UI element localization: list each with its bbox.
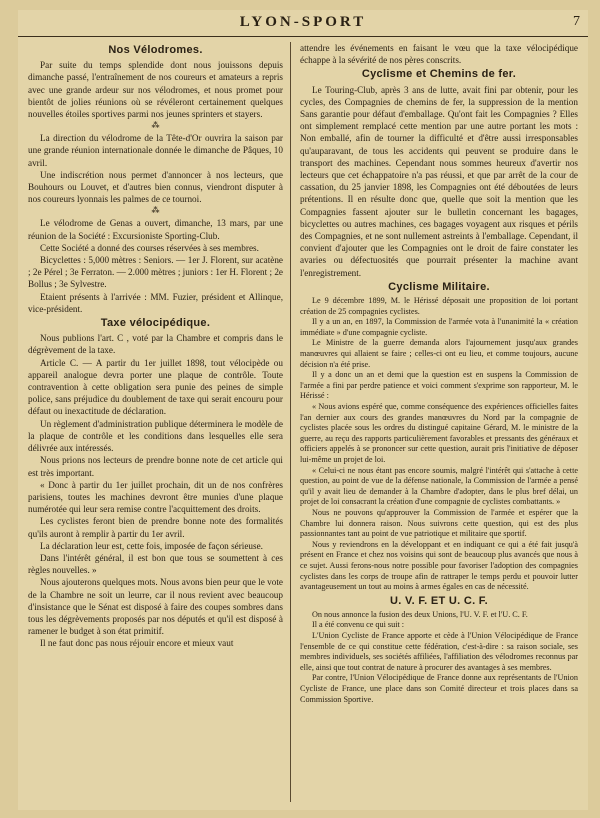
- military-section-body: [300, 296, 578, 593]
- paragraph: Il y a donc un an et demi que la question est en suspens la Commission de l'armée a fini par perdre patience et voici comment s'exprime son rapporteur, M. le Hérissé :: [300, 370, 578, 401]
- paragraph: Nous ajouterons quelques mots. Nous avons bien peur que le vote de la Chambre ne soit un leurre, car il nous revient avec beaucoup d'insistance que le Sénat est disposé à faire des coupes sombres dans tous les dégrèvements proposés par nos députés et qu'il est disposé à ramener le budget à son état primitif.: [28, 577, 283, 637]
- paragraph: Le Touring-Club, après 3 ans de lutte, avait fini par obtenir, pour les cycles, des Compagnies de chemins de fer, la suppression de la mention Sans garantie pour défaut d'emballage. Qu'ont fait les Compagnies ? Elles ont simplement remplacé cette mention par une autre portant les mots : Non emballé, afin de tourner la difficulté et d'être aussi irresponsables qu'auparavant, de tous les accidents qui peuvent se produire dans le transport des machines. Cependant nous sommes heureux d'avertir nos lecteurs que cet échappatoire n'a pas réussi, et que par arrêt de la cour de cassation, du 25 janvier 1898, les Compagnies ont été déboutées de leurs prétentions. Il en résulte donc que, quelle que soit la mention que les Compagnies fassent ajouter sur le bulletin concernant les bagages, bicyclettes ou autres machines, ces bagages voyagent aux risques et périls des Compagnies, et ne sont nullement astreints à l'emballage. Cependant, il convient d'ajouter que les Compagnies ont le droit de faire constater les avaries ou défectuosités que pourrait présenter la machine avant l'enregistrement.: [300, 84, 578, 278]
- paragraph: Article C. — A partir du 1er juillet 1898, tout vélocipède ou appareil analogue devra porter une plaque de contrôle. Toute contravention à cette obligation sera punie des peines de simple police, sans préjudice du doublement de taxe qui serait encouru pour défaut ou inexactitude de déclaration.: [28, 357, 283, 417]
- column-rule: [290, 42, 291, 802]
- paragraph: Nous ne pouvons qu'approuver la Commission de l'armée et espérer que la Chambre lui donnera raison. Nous suivrons cette question, qui est des plus passionnantes tant au point de vue patriotique et militaire que sportif.: [300, 507, 578, 539]
- paragraph: La direction du vélodrome de la Tête-d'Or ouvrira la saison par une grande réunion internationale donnée le dimanche de Pâques, 10 avril.: [28, 133, 283, 168]
- section-title-velodromes: Nos Vélodromes.: [108, 44, 203, 56]
- paragraph: Nous publions l'art. C , voté par la Chambre et compris dans le dégrèvement de la taxe.: [28, 333, 283, 356]
- page-number: 7: [573, 14, 580, 29]
- paragraph: Dans l'intérêt général, il est bon que tous se soumettent à ces règles nouvelles. »: [28, 552, 283, 576]
- section-title-cyclisme-militaire: Cyclisme Militaire.: [388, 280, 490, 293]
- paragraph: attendre les événements en faisant le vœu que la taxe vélocipédique échappe à la sévérité de nos pères conscrits.: [300, 43, 578, 66]
- paragraph: Bicyclettes : 5,000 mètres : Seniors. — 1er J. Florent, sur acatène ; 2e Pérel ; 3e Ferraton. — 2.000 mètres ; juniors : 1er H. Florent ; 2e Bollus ; 3e Sylvestre.: [28, 255, 283, 290]
- left-column: [28, 42, 283, 802]
- uvf-section-body: [300, 610, 578, 705]
- paragraph: Nous y reviendrons en la développant et en indiquant ce qui a été fait jusqu'à présent en France et chez nos voisins qui sont de beaucoup plus avancés que nous à ce sujet. Aussi ferons-nous notre possible pour favoriser l'adoption des compagnies cyclistes dans les corps de troupe afin de rattraper le temps perdu et pouvoir lutter avantageusement un tout au moins à armes égales en cas de nécessité.: [300, 539, 578, 592]
- paragraph: Le 9 décembre 1899, M. le Hérissé déposait une proposition de loi portant création de 25 compagnies cyclistes.: [300, 296, 578, 316]
- paragraph: On nous annonce la fusion des deux Unions, l'U. V. F. et l'U. C. F.: [312, 609, 528, 619]
- newspaper-title: LYON-SPORT: [239, 14, 367, 30]
- masthead: [18, 10, 588, 37]
- newspaper-page: [18, 10, 588, 810]
- section-title-taxe: Taxe vélocipédique.: [100, 317, 211, 330]
- paragraph: « Donc à partir du 1er juillet prochain, dit un de nos confrères parisiens, toutes les machines devront être munies d'une plaque numérotée qui leur sera remise contre l'acquittement des droits.: [28, 479, 283, 515]
- paragraph: « Nous avions espéré que, comme conséquence des expériences officielles faites l'an dernier aux cours des grandes manœuvres du Nord par la compagnie de cyclistes placée sous les ordres du distingué capitaine Gérard, M. le ministre de la guerre, au reçu des rapports particulièrement favorables et pressants des généraux et officiers appelés à se prononcer sur cette question, aurait pris l'initiative de déposer lui-même un projet de loi.: [300, 402, 578, 464]
- paragraph: Le Ministre de la guerre demanda alors l'ajournement jusqu'aux grandes manœuvres qui allaient se faire ; celles-ci ont eu lieu, et comme toujours, aucune décision n'a été prise.: [300, 338, 578, 369]
- paragraph: Nous prions nos lecteurs de prendre bonne note de cet article qui est très important.: [28, 455, 283, 478]
- paragraph: Etaient présents à l'arrivée : MM. Fuzier, président et Allinque, vice-président.: [28, 291, 283, 314]
- paragraph: Cette Société a donné des courses réservées à ses membres.: [40, 242, 259, 253]
- paragraph: La déclaration leur est, cette fois, imposée de façon sérieuse.: [40, 540, 263, 551]
- paragraph: L'Union Cycliste de France apporte et cède à l'Union Vélocipédique de France l'ensemble de ce qui constitue cette fédération, c'est-à-dire : sa raison sociale, ses membres individuels, ses sociétés affiliées, l'affiliation des vélodromes reconnus par elle, ainsi que tout contrat de nature à procurer des avantages à ses membres.: [300, 631, 578, 672]
- paragraph: Il a été convenu ce qui suit :: [312, 620, 405, 630]
- paragraph: Il y a un an, en 1897, la Commission de l'armée vota à l'unanimité la « création immédiate » d'une compagnie cycliste.: [300, 317, 578, 337]
- right-column: [300, 42, 578, 802]
- section-title-uvf-ucf: U. V. F. ET U. C. F.: [390, 594, 488, 607]
- asterism-divider: [28, 121, 283, 131]
- paragraph: Par suite du temps splendide dont nous jouissons depuis dimanche passé, l'entraînement de nos coureurs et amateurs a repris avec une grande ardeur sur nos vélodromes, et nous promet pour bientôt de jolies réunions où se révéleront certainement quelques nouvelles étoiles sportives parmi nos jeunes sprinters et stayers.: [28, 60, 283, 120]
- paragraph: Il ne faut donc pas nous réjouir encore et mieux vaut: [40, 638, 234, 649]
- paragraph: Le vélodrome de Genas a ouvert, dimanche, 13 mars, par une réunion de la Société : Excursioniste Sporting-Club.: [28, 218, 283, 241]
- paragraph: Une indiscrétion nous permet d'annoncer à nos lecteurs, que Bouhours ou Louvet, et d'autres bien connus, viendront disputer à nos coureurs lyonnais les palmes de ce tournoi.: [28, 169, 283, 205]
- asterism-divider: [28, 206, 283, 216]
- paragraph: Un règlement d'administration publique déterminera le modèle de la plaque de contrôle et les conditions dans lesquelles elle sera délivrée aux intéressés.: [28, 418, 283, 454]
- section-title-chemins-de-fer: Cyclisme et Chemins de fer.: [361, 68, 517, 81]
- paragraph: « Celui-ci ne nous étant pas encore soumis, malgré l'intérêt qui s'attache à cette question, au point de vue de la défense nationale, la Commission de l'armée a pensé qu'il y avait lieu de demander à la Chambre d'adopter, dans le plus bref délai, un projet de loi consacrant la création d'une compagnie de cyclistes combattants. »: [300, 465, 578, 507]
- paragraph: Par contre, l'Union Vélocipédique de France donne aux représentants de l'Union Cycliste de France, une place dans son Comité directeur et trois places dans sa Commission Sportive.: [300, 673, 578, 704]
- paragraph: Les cyclistes feront bien de prendre bonne note des formalités qu'ils auront à remplir à partir du 1er avril.: [28, 516, 283, 539]
